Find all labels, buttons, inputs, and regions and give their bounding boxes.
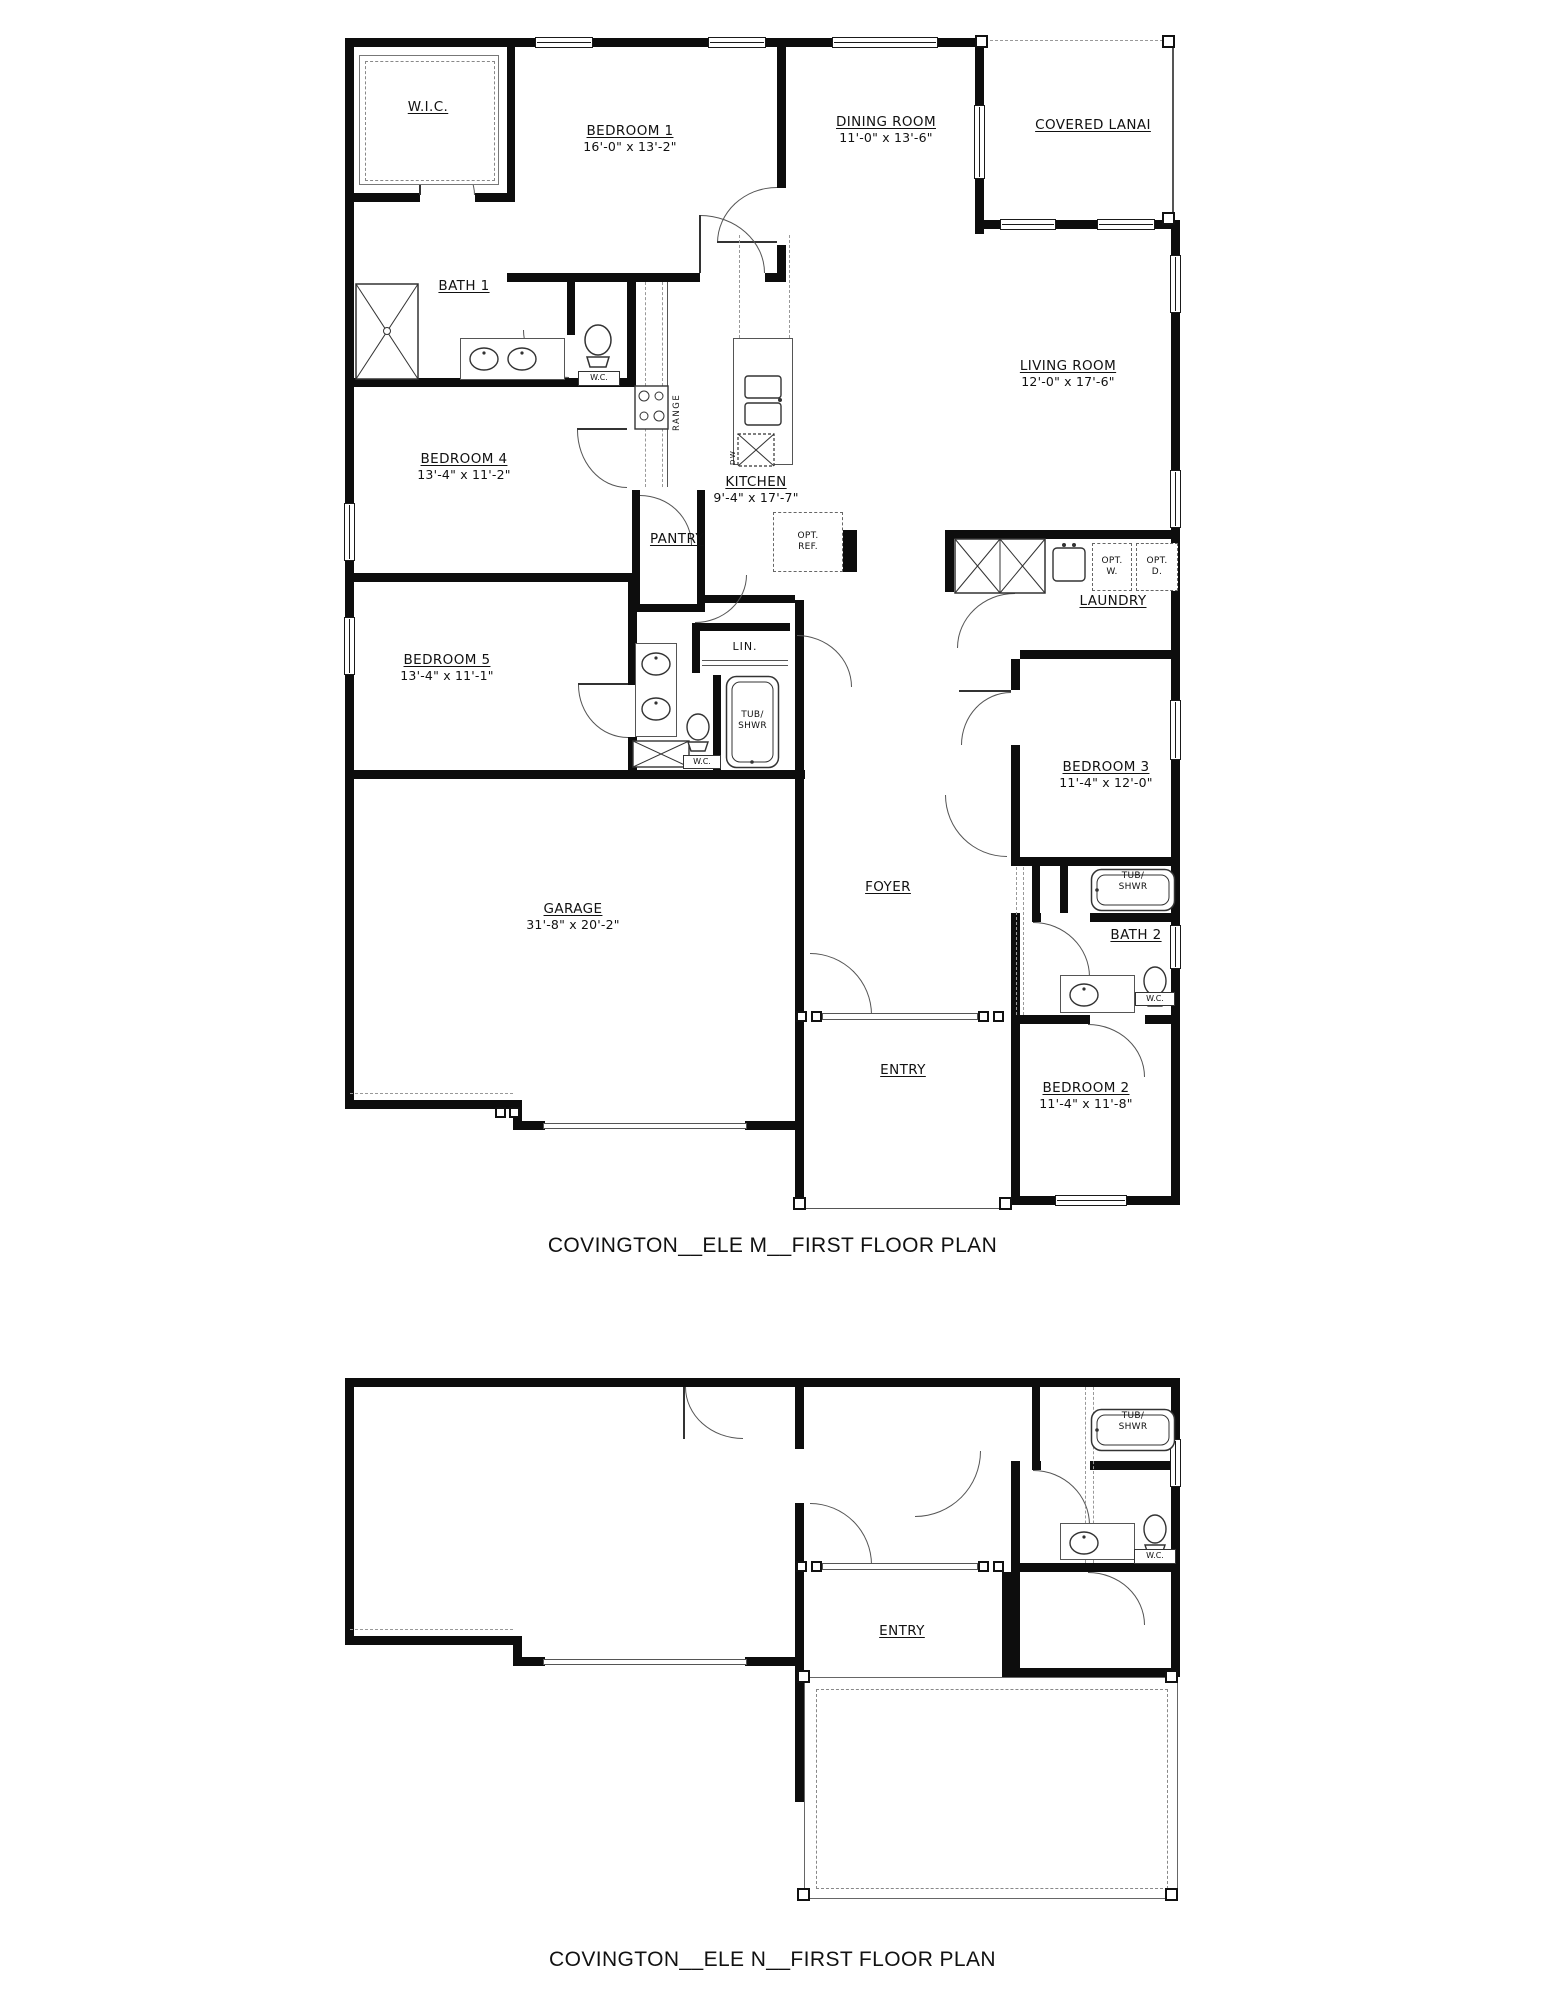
wall — [1011, 1668, 1180, 1677]
cabinet-dashed-line — [789, 235, 790, 338]
sink-icon — [1067, 1529, 1101, 1557]
room-name: PANTRY — [649, 531, 705, 547]
door-arc — [1033, 922, 1090, 977]
door-jamb — [993, 1561, 1004, 1572]
wall — [765, 273, 786, 282]
garage-door — [543, 1123, 747, 1129]
room-dims: 13'-4" x 11'-1" — [400, 668, 494, 683]
wall — [1145, 1015, 1180, 1024]
garage-door — [543, 1659, 747, 1665]
lanai-post — [1162, 35, 1175, 48]
window — [1000, 219, 1056, 230]
sink-icon — [639, 695, 673, 723]
wc-label: W.C. — [578, 371, 620, 386]
garage-dashed-line — [350, 1093, 513, 1094]
wall — [1060, 866, 1068, 913]
door-arc — [1088, 1572, 1145, 1625]
door-jamb — [509, 1107, 520, 1118]
wall — [975, 38, 984, 105]
room-label-dining — [836, 114, 936, 145]
door-arc — [797, 635, 852, 687]
wall — [345, 1378, 1180, 1387]
door-arc — [695, 575, 747, 623]
sink-icon — [639, 650, 673, 678]
range-icon — [634, 385, 669, 430]
room-label-bedroom5 — [400, 652, 493, 683]
room-name: BEDROOM 3 — [1062, 759, 1150, 775]
door-arc — [957, 593, 1015, 648]
toilet-icon — [580, 323, 616, 369]
wall — [345, 193, 420, 202]
shower-icon — [355, 283, 419, 380]
window — [1097, 219, 1155, 230]
wall — [1011, 1015, 1090, 1024]
room-name: GARAGE — [543, 901, 603, 917]
wall — [1011, 1461, 1020, 1572]
tub-label-line: SHWR — [738, 721, 767, 732]
front-door — [822, 1563, 978, 1570]
room-dims: 12'-0" x 17'-6" — [1021, 374, 1115, 389]
dishwasher-icon — [737, 433, 775, 467]
wall — [513, 1121, 545, 1130]
opt-washer-box — [1092, 543, 1132, 591]
wall — [1011, 1024, 1020, 1196]
door-leaf — [578, 683, 628, 685]
room-dims: 9'-4" x 17'-7" — [713, 490, 799, 505]
door-arc — [578, 685, 628, 738]
room-name: ENTRY — [879, 1623, 925, 1639]
wall — [692, 623, 790, 631]
tub-shwr-label — [1090, 1411, 1176, 1434]
door-arc — [810, 953, 872, 1015]
plan-n-title: COVINGTON__ELE N__FIRST FLOOR PLAN — [549, 1948, 996, 1971]
window — [1170, 255, 1181, 313]
room-dims: 16'-0" x 13'-2" — [583, 139, 677, 154]
room-label-wic — [408, 99, 448, 115]
door-leaf — [699, 215, 701, 273]
room-name: BEDROOM 2 — [1042, 1080, 1130, 1096]
door-leaf — [683, 1387, 685, 1439]
tub-label-line: SHWR — [1118, 882, 1148, 893]
wall — [345, 770, 805, 779]
wall — [777, 38, 786, 188]
wall — [513, 1657, 545, 1666]
wall — [1090, 1461, 1180, 1470]
opt-w-label: OPT. — [1101, 555, 1123, 566]
shelf-line — [702, 660, 788, 661]
room-dims: 11'-4" x 12'-0" — [1059, 775, 1153, 790]
wall — [1020, 857, 1180, 866]
room-name: DINING ROOM — [836, 114, 936, 130]
wc-label: W.C. — [683, 755, 721, 769]
wall — [1032, 1461, 1041, 1470]
tub-shwr-label — [725, 710, 780, 733]
door-jamb — [796, 1561, 807, 1572]
front-door — [822, 1013, 978, 1020]
opt-dryer-box — [1136, 543, 1178, 591]
wall — [795, 1022, 804, 1200]
door-jamb — [993, 1011, 1004, 1022]
wall — [795, 1387, 804, 1449]
laundry-counter-icon — [954, 538, 1046, 594]
window — [1170, 700, 1181, 760]
room-label-entry — [879, 1623, 925, 1639]
room-label-garage — [526, 901, 619, 932]
dishwasher-label: DW — [729, 449, 737, 465]
room-label-bedroom2 — [1039, 1080, 1132, 1111]
door-arc — [577, 430, 627, 488]
room-label-laundry — [1079, 593, 1146, 609]
window — [974, 105, 985, 179]
room-name: FOYER — [865, 879, 911, 895]
wall — [507, 273, 700, 282]
wall — [1090, 913, 1180, 922]
room-dims: 11'-4" x 11'-8" — [1039, 1096, 1133, 1111]
wall — [475, 193, 515, 202]
door-leaf — [577, 428, 627, 430]
door-arc — [1033, 1470, 1090, 1525]
tub-label-line: TUB/ — [741, 710, 764, 720]
room-label-bath1 — [438, 278, 489, 294]
door-leaf — [959, 690, 1011, 692]
opt-w-label: W. — [1106, 567, 1118, 577]
wall — [345, 573, 629, 582]
room-name: BEDROOM 4 — [420, 451, 508, 467]
porch-dashed-outline — [816, 1689, 1168, 1889]
wall — [345, 1636, 520, 1645]
room-label-bedroom3 — [1059, 759, 1152, 790]
opt-d-label: D. — [1151, 567, 1163, 577]
wall — [745, 1657, 797, 1666]
window — [1170, 925, 1181, 969]
garage-dashed-line — [350, 1629, 513, 1630]
window — [1170, 470, 1181, 528]
room-name: COVERED LANAI — [1035, 117, 1151, 133]
opt-ref-label: OPT. — [797, 530, 819, 541]
door-arc — [685, 1387, 743, 1439]
laundry-sink-icon — [1050, 540, 1088, 584]
wall — [627, 273, 636, 387]
plan-m-title: COVINGTON__ELE M__FIRST FLOOR PLAN — [547, 1234, 998, 1257]
window — [344, 503, 355, 561]
opt-d-label: OPT. — [1146, 555, 1168, 566]
ceiling-dashed-line — [1016, 867, 1017, 1015]
linen-label: LIN. — [732, 640, 758, 653]
door-jamb — [811, 1561, 822, 1572]
wall — [507, 38, 515, 193]
stoop-edge — [804, 1208, 1002, 1209]
wall — [1032, 913, 1041, 922]
porch-post — [797, 1670, 810, 1683]
room-label-kitchen — [713, 474, 798, 505]
tub-label-line: TUB/ — [1121, 1411, 1145, 1421]
room-label-bedroom4 — [417, 451, 510, 482]
door-jamb — [978, 1561, 989, 1572]
toilet-icon — [683, 713, 713, 753]
kitchen-sink-icon — [741, 373, 785, 429]
wall — [1020, 650, 1180, 659]
room-label-entry — [880, 1062, 926, 1078]
window — [344, 617, 355, 675]
room-dims: 11'-0" x 13'-6" — [839, 130, 933, 145]
wall — [745, 1121, 797, 1130]
room-name: KITCHEN — [725, 474, 787, 490]
room-name: BATH 1 — [438, 278, 490, 294]
door-jamb — [796, 1011, 807, 1022]
room-dims: 13'-4" x 11'-2" — [417, 467, 511, 482]
porch-post — [797, 1888, 810, 1901]
room-label-bath2 — [1110, 927, 1161, 943]
door-arc — [810, 1503, 872, 1565]
ceiling-dashed-line — [1023, 867, 1024, 1015]
room-name: BEDROOM 1 — [586, 123, 674, 139]
door-jamb — [495, 1107, 506, 1118]
wall — [1011, 1563, 1180, 1572]
window — [708, 37, 766, 48]
range-label: RANGE — [672, 393, 682, 431]
cabinet-dashed-line — [739, 235, 740, 338]
porch-post — [999, 1197, 1012, 1210]
door-arc — [961, 692, 1011, 745]
tub-shwr-label — [1090, 871, 1176, 894]
shower-icon — [632, 740, 690, 768]
wall — [345, 1378, 354, 1645]
wall — [1032, 1387, 1040, 1461]
lanai-post — [1162, 212, 1175, 225]
wall — [567, 273, 575, 335]
floor-plan-m — [345, 35, 1185, 1250]
room-name: ENTRY — [880, 1062, 926, 1078]
room-label-foyer — [865, 879, 911, 895]
sink-icon — [467, 345, 501, 373]
door-jamb — [811, 1011, 822, 1022]
room-label-bedroom1 — [583, 123, 676, 154]
room-label-lanai — [1035, 117, 1151, 133]
wall — [632, 490, 640, 612]
opt-ref-label: REF. — [798, 542, 818, 552]
lanai-edge-dashed — [985, 40, 1173, 41]
wc-label: W.C. — [1135, 992, 1175, 1006]
room-label-living — [1020, 358, 1116, 389]
room-name: LIVING ROOM — [1019, 358, 1117, 374]
wall — [1011, 659, 1020, 690]
room-dims: 31'-8" x 20'-2" — [526, 917, 620, 932]
window — [832, 37, 938, 48]
tub-label-line: TUB/ — [1121, 871, 1145, 881]
sink-icon — [1067, 981, 1101, 1009]
wall — [945, 530, 954, 592]
opt-fridge-box — [773, 512, 843, 572]
room-name: LAUNDRY — [1079, 593, 1147, 609]
room-name: W.I.C. — [407, 99, 449, 115]
porch-post — [793, 1197, 806, 1210]
floor-plan-n — [345, 1373, 1185, 1933]
tub-label-line: SHWR — [1118, 1422, 1148, 1433]
door-arc — [945, 795, 1007, 857]
window — [535, 37, 593, 48]
door-arc — [915, 1451, 981, 1517]
room-name: BEDROOM 5 — [403, 652, 491, 668]
porch-post — [1165, 1670, 1178, 1683]
wall — [345, 1100, 520, 1109]
wall — [795, 1572, 804, 1802]
wc-label: W.C. — [1134, 1549, 1176, 1564]
lanai-post — [975, 35, 988, 48]
room-name: BATH 2 — [1110, 927, 1162, 943]
wall — [1011, 1572, 1020, 1677]
window — [1055, 1195, 1127, 1206]
closet-rod-dashed — [365, 61, 495, 181]
shelf-line — [702, 665, 788, 666]
lanai-edge — [1172, 43, 1174, 223]
sink-icon — [505, 345, 539, 373]
door-arc — [1088, 1024, 1145, 1077]
room-label-pantry — [650, 531, 704, 547]
wall — [1011, 745, 1020, 866]
door-jamb — [978, 1011, 989, 1022]
porch-post — [1165, 1888, 1178, 1901]
